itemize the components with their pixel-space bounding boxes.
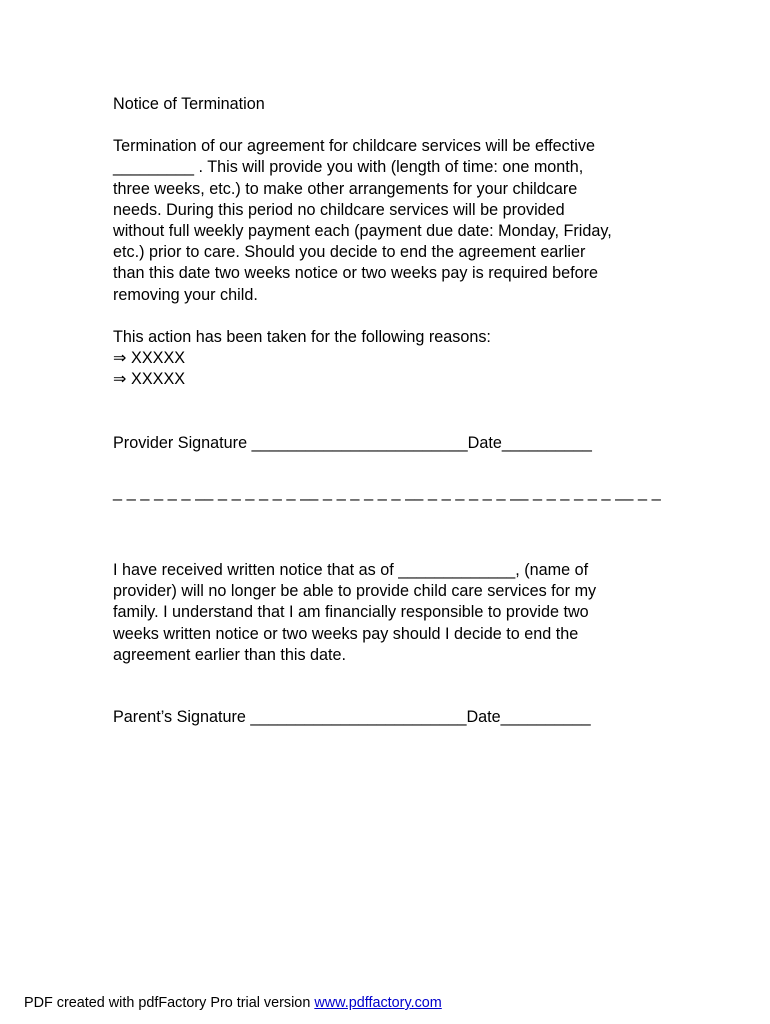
acknowledgement-line: agreement earlier than this date.: [113, 645, 347, 664]
acknowledgement-section: [113, 560, 673, 666]
acknowledgement-line: family. I understand that I am financially responsible to provide two: [113, 603, 589, 622]
reasons-intro: This action has been taken for the following reasons:: [113, 327, 491, 346]
notice-line: three weeks, etc.) to make other arrangements for your childcare: [113, 179, 578, 198]
notice-line: _________ . This will provide you with (length of time: one month,: [113, 158, 584, 177]
cut-line-divider: _ _ _ _ _ _ __ _ _ _ _ _ _ __ _ _ _ _ _ _ __ _ _ _ _ _ _ __ _ _ _ _ _ _ __ _ _: [113, 483, 661, 501]
parent-signature-line: Parent’s Signature ________________________Date__________: [113, 708, 591, 726]
document-title: Notice of Termination: [113, 95, 265, 113]
pdffactory-link[interactable]: www.pdffactory.com: [314, 995, 442, 1011]
acknowledgement-line: I have received written notice that as of _____________, (name of: [113, 561, 589, 579]
notice-line: removing your child.: [113, 285, 258, 304]
footer-text: PDF created with pdfFactory Pro trial version: [24, 995, 315, 1011]
acknowledgement-line: provider) will no longer be able to provide child care services for my: [113, 582, 597, 601]
notice-line: needs. During this period no childcare services will be provided: [113, 200, 565, 219]
notice-line: etc.) prior to care. Should you decide to end the agreement earlier: [113, 243, 586, 262]
notice-line: without full weekly payment each (payment due date: Monday, Friday,: [113, 222, 612, 241]
notice-line: than this date two weeks notice or two weeks pay is required before: [113, 264, 598, 283]
reason-item: ⇒ XXXXX: [113, 370, 186, 389]
provider-signature-line: Provider Signature ________________________Date__________: [113, 434, 592, 452]
pdf-footer: [24, 994, 442, 1012]
notice-line: Termination of our agreement for childcare services will be effective: [113, 137, 595, 156]
termination-notice: [113, 94, 673, 390]
acknowledgement-line: weeks written notice or two weeks pay should I decide to end the: [113, 624, 579, 643]
reasons-list: [113, 348, 673, 390]
notice-paragraph: [113, 136, 673, 306]
reason-item: ⇒ XXXXX: [113, 349, 186, 368]
